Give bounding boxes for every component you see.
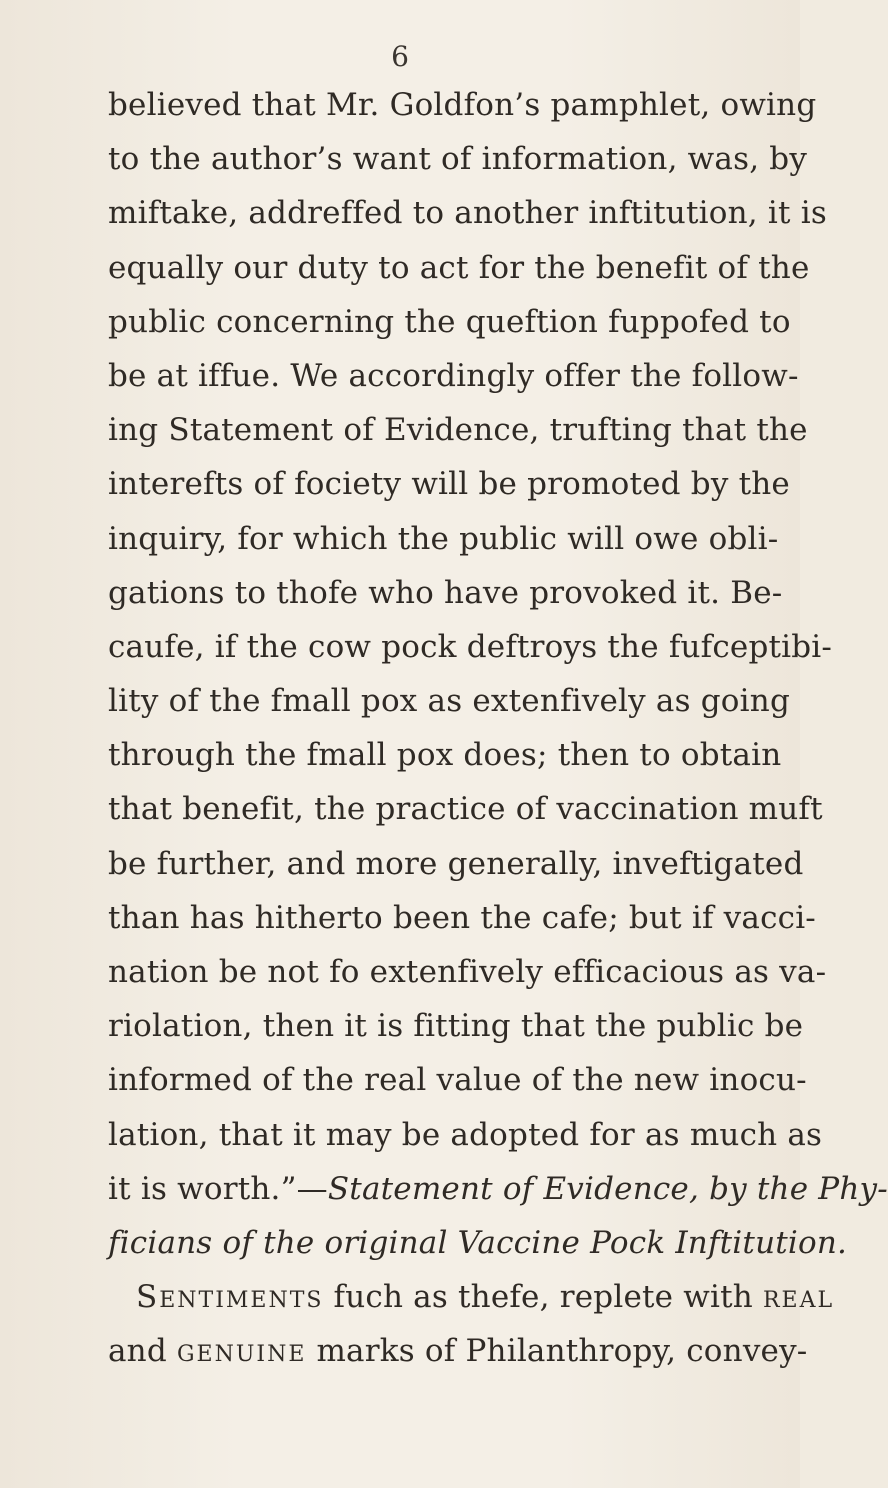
text-line-16: than has hitherto been the cafe; but if vacci- — [108, 899, 816, 936]
text-line-14: that benefit, the practice of vaccination muft — [108, 791, 823, 828]
text-line-15: be further, and more generally, inveftigated — [108, 845, 804, 882]
sentiments-word: Sentiments — [136, 1279, 324, 1316]
text-line-4: equally our duty to act for the benefit of the — [108, 249, 810, 286]
citation-line-2 — [108, 1216, 848, 1270]
text-line-12: lity of the fmall pox as extenfively as going — [108, 683, 790, 720]
text-line-3: miftake, addreffed to another inftitution, it is — [108, 195, 827, 232]
citation-line-1 — [108, 1162, 888, 1216]
text-line-6: be at iffue. We accordingly offer the follow- — [108, 357, 799, 394]
body-text — [108, 78, 888, 1379]
text-line-20: lation, that it may be adopted for as much as — [108, 1116, 823, 1153]
text-line-7: ing Statement of Evidence, trufting that the — [108, 412, 808, 449]
text-line-5: public concerning the queftion fuppofed to — [108, 303, 791, 340]
text-line-11: caufe, if the cow pock deftroys the fufceptibi- — [108, 628, 833, 665]
text-line-10: gations to thofe who have provoked it. Be- — [108, 574, 783, 611]
text-line-1: believed that Mr. Goldfon’s pamphlet, owing — [108, 87, 817, 123]
citation-title: Statement of Evidence, by the Phy- — [327, 1170, 888, 1207]
citation-institution: ficians of the original Vaccine Pock Inftitution. — [108, 1224, 848, 1261]
real-word: real — [762, 1279, 835, 1316]
quote-end: it is worth.”— — [108, 1170, 328, 1207]
text-line-19: informed of the real value of the new inocu- — [108, 1062, 807, 1099]
text-line-8: interefts of fociety will be promoted by the — [108, 466, 790, 503]
and-word: and — [108, 1333, 177, 1370]
genuine-word: genuine — [176, 1333, 307, 1370]
page-number: 6 — [391, 40, 409, 73]
text-line-23 — [108, 1270, 835, 1324]
text-line-24 — [108, 1324, 808, 1378]
final-rest: marks of Philanthropy, convey- — [306, 1333, 808, 1370]
text-line-13: through the fmall pox does; then to obtain — [108, 737, 782, 774]
text-line-18: riolation, then it is fitting that the public be — [108, 1008, 804, 1045]
text-line-17: nation be not fo extenfively efficacious as va- — [108, 954, 827, 990]
sentiments-rest: fuch as thefe, replete with — [323, 1279, 763, 1316]
text-line-2: to the author’s want of information, was, by — [108, 141, 808, 178]
text-line-9: inquiry, for which the public will owe obli- — [108, 520, 779, 557]
